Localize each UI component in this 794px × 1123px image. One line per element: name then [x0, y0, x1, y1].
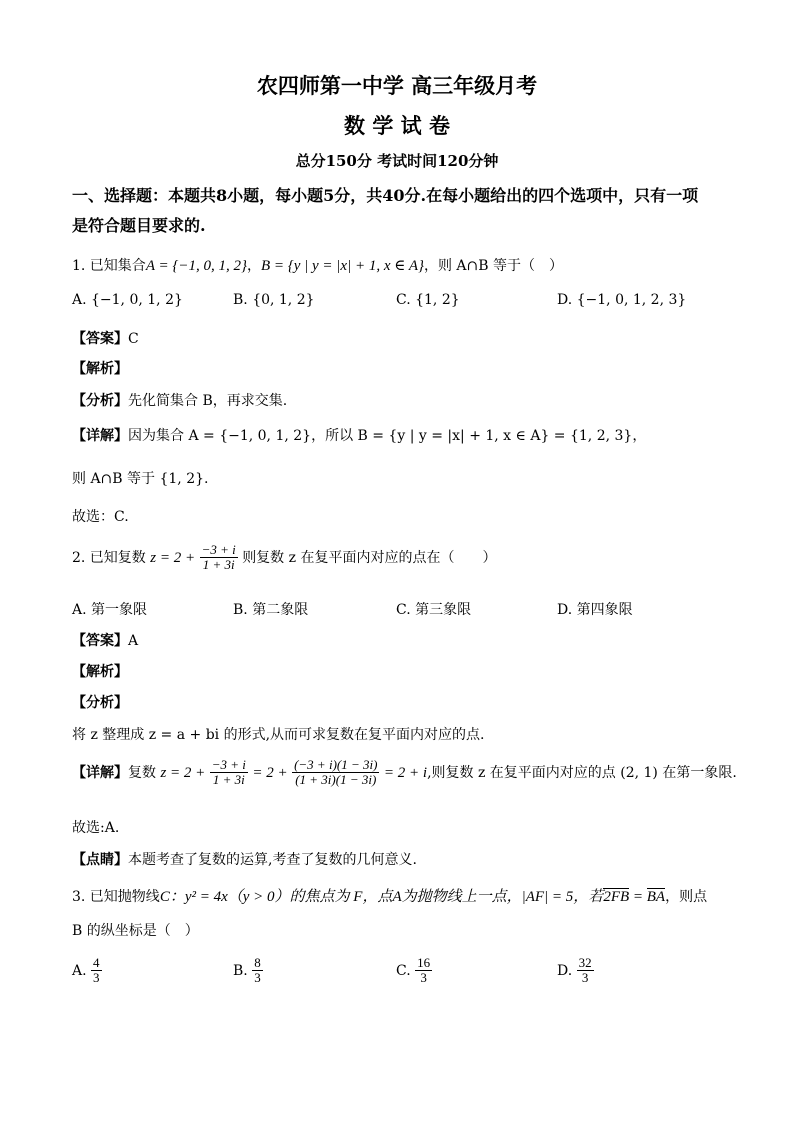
q2-choose: 故选:A. [72, 820, 120, 836]
q1-detail [72, 425, 646, 445]
q3-option-d-frac [577, 956, 594, 986]
q2-answer-value: A [128, 633, 139, 649]
q2-frac-num: −3 + i [201, 542, 236, 557]
answer-label: 【答案】 [72, 331, 128, 347]
q3-option-b-label: B. [233, 962, 248, 979]
q2-detail-eq: = 2 + [252, 764, 288, 781]
q3-body: C：y² = 4x（y > 0）的焦点为 F，点A为抛物线上一点，|AF| = 5，若 [159, 889, 604, 905]
q3-vector-ba: BA [646, 889, 666, 905]
fenxi-label: 【分析】 [72, 393, 128, 409]
q2-detail-frac2-den: (1 + 3i)(1 − 3i) [295, 772, 377, 788]
q3-option-d-num: 32 [578, 955, 592, 970]
q3-option-c-frac [415, 956, 432, 986]
q2-dianjing-text: 本题考查了复数的运算,考查了复数的几何意义. [128, 852, 417, 868]
q2-detail-prefix: 复数 [128, 764, 156, 781]
q2-option-a: A. 第一象限 [72, 602, 148, 618]
question-3-stem [72, 885, 707, 906]
q1-choose: 故选：C. [72, 509, 129, 525]
detail-label: 【详解】 [72, 428, 128, 444]
q2-dianjing [72, 849, 417, 869]
q1-fenxi [72, 390, 287, 410]
q2-detail [72, 758, 737, 788]
q3-option-b [233, 956, 263, 986]
q3-equals: = [629, 889, 647, 905]
q2-fenxi-text: 将 z 整理成 z = a + bi 的形式,从而可求复数在复平面内对应的点. [72, 727, 485, 743]
q1-prefix: 1. 已知集合 [72, 258, 146, 274]
q3-option-c-den: 3 [420, 970, 427, 986]
q1-comma: ， [246, 258, 261, 274]
exam-info: 总分150分 考试时间120分钟 [295, 152, 499, 170]
q2-detail-frac1 [210, 758, 248, 788]
q2-tail: 则复数 z 在复平面内对应的点在（ ） [242, 549, 497, 566]
q1-option-c: C. {1, 2} [396, 292, 460, 308]
dianjing-label: 【点睛】 [72, 852, 128, 868]
q2-analysis-label: 【解析】 [72, 664, 128, 680]
q2-detail-result: = 2 + i [383, 764, 428, 781]
q1-analysis-label: 【解析】 [72, 361, 128, 377]
q1-fenxi-text: 先化简集合 B，再求交集. [128, 393, 288, 409]
q1-tail: ，则 A∩B 等于（ ） [423, 258, 564, 274]
section-heading-line2: 是符合题目要求的. [72, 216, 206, 235]
q3-option-c-label: C. [396, 962, 411, 979]
q2-detail-frac1-num: −3 + i [211, 757, 246, 772]
q2-prefix: 2. 已知复数 [72, 549, 146, 566]
detail-label: 【详解】 [72, 764, 128, 781]
q1-detail-line2: 则 A∩B 等于 {1, 2}. [72, 471, 209, 487]
q3-option-d [557, 956, 594, 986]
q1-option-d: D. {−1, 0, 1, 2, 3} [557, 292, 687, 308]
question-1-stem [72, 255, 563, 275]
section-heading-line1: 一、选择题：本题共8小题，每小题5分，共40分.在每小题给出的四个选项中，只有一项 [72, 186, 699, 205]
q1-option-a: A. {−1, 0, 1, 2} [72, 292, 183, 308]
q2-answer [72, 630, 138, 650]
q3-option-d-label: D. [557, 962, 573, 979]
q3-option-a-den: 3 [93, 970, 100, 986]
q2-fraction [200, 543, 238, 573]
q2-frac-den: 1 + 3i [202, 557, 235, 573]
q3-line2: B 的纵坐标是（ ） [72, 923, 199, 939]
q2-detail-tail: ,则复数 z 在复平面内对应的点 (2, 1) 在第一象限. [427, 764, 737, 781]
q3-option-c-num: 16 [417, 955, 431, 970]
q2-option-b: B. 第二象限 [233, 602, 309, 618]
q2-lhs: z = 2 + [150, 549, 196, 566]
q3-option-b-num: 8 [254, 955, 261, 970]
q3-option-d-den: 3 [581, 970, 589, 986]
q2-detail-frac1-den: 1 + 3i [212, 772, 245, 788]
q3-vector-fb: 2FB [603, 889, 630, 905]
exam-subject-title: 数 学 试 卷 [344, 113, 450, 138]
answer-label: 【答案】 [72, 633, 128, 649]
q3-option-a-frac [91, 956, 102, 986]
q2-detail-lhs: z = 2 + [160, 764, 206, 781]
q1-option-b: B. {0, 1, 2} [233, 292, 315, 308]
q3-option-a-label: A. [72, 962, 87, 979]
q2-detail-frac2 [292, 758, 379, 788]
q1-answer-value: C [128, 331, 139, 347]
q1-set-a: A = {−1, 0, 1, 2} [145, 258, 247, 274]
q1-set-b: B = {y | y = |x| + 1, x ∈ A} [260, 258, 424, 274]
q1-detail-text: 因为集合 A = {−1, 0, 1, 2}，所以 B = {y | y = |x| + 1, x ∈ A} = {1, 2, 3}， [128, 428, 647, 444]
q1-answer [72, 328, 139, 348]
q3-option-c [396, 956, 432, 986]
q3-option-b-frac [252, 956, 263, 986]
q2-fenxi-label: 【分析】 [72, 695, 128, 711]
q3-tail: ，则点 [665, 889, 708, 905]
q2-option-c: C. 第三象限 [396, 602, 472, 618]
q3-option-a [72, 956, 102, 986]
q2-option-d: D. 第四象限 [557, 602, 633, 618]
q3-option-b-den: 3 [254, 970, 261, 986]
question-2-stem [72, 543, 496, 573]
q2-detail-frac2-num: (−3 + i)(1 − 3i) [294, 757, 378, 772]
exam-school-title: 农四师第一中学 高三年级月考 [256, 73, 538, 98]
q3-option-a-num: 4 [93, 955, 100, 970]
q3-prefix: 3. 已知抛物线 [72, 889, 160, 905]
